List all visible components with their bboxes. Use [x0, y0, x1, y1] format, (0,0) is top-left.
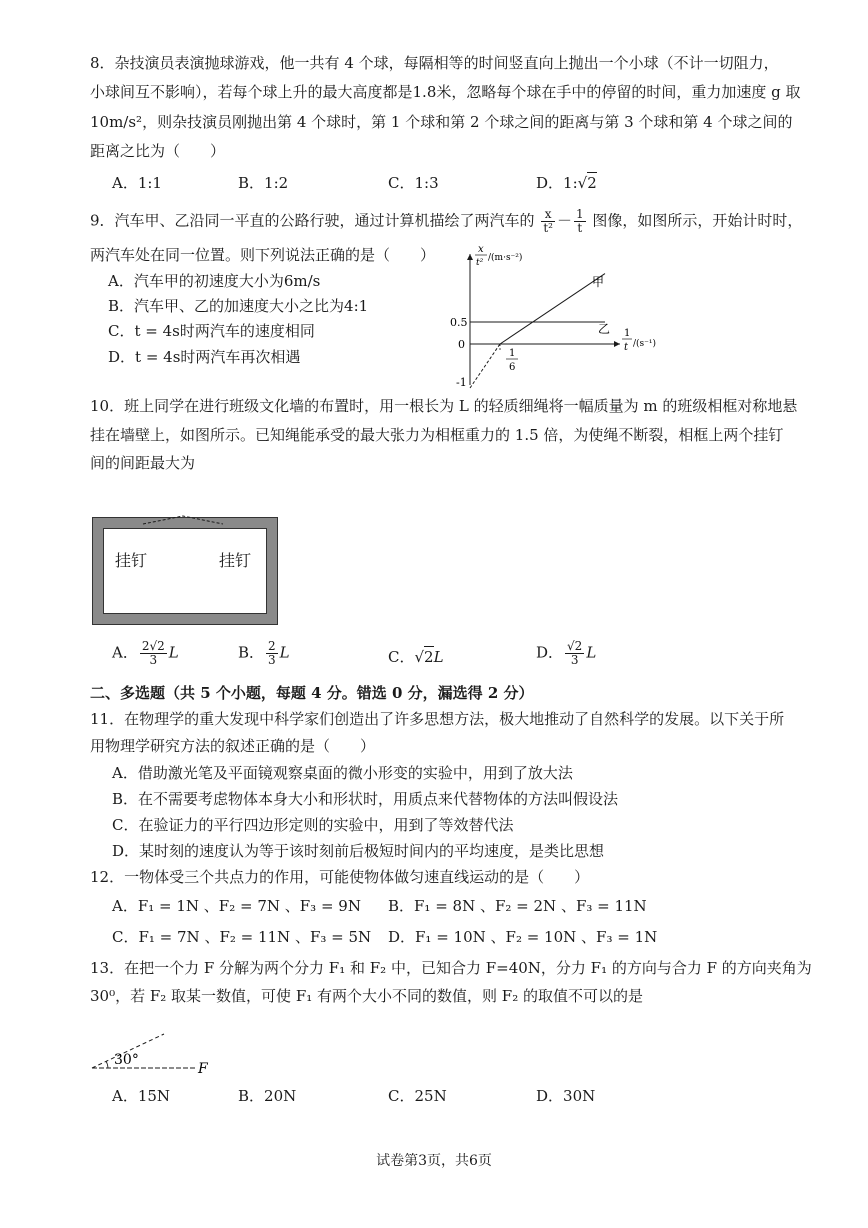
- q13-line-1: 13．在把一个力 F 分解为两个分力 F₁ 和 F₂ 中，已知合力 F=40N，分力 F₁ 的方向与合力 F 的方向夹角为: [90, 959, 812, 977]
- q8-option-a: A．1:1: [112, 174, 162, 192]
- q8-option-b: B．1:2: [238, 174, 289, 192]
- q12-line-1: 12．一物体受三个共点力的作用，可能使物体做匀速直线运动的是（ ）: [90, 868, 590, 886]
- q10-a-den: 3: [149, 653, 158, 667]
- q9-fraction-1-t: [574, 208, 586, 235]
- q10-line-2: 挂在墙壁上，如图所示。已知绳能承受的最大张力为相框重力的 1.5 倍，为使绳不断裂，相框上两个挂钉: [90, 426, 784, 444]
- hanging-rope: [133, 514, 233, 534]
- q8-line-3: 10m/s²，则杂技演员刚抛出第 4 个球时，第 1 个球和第 2 个球之间的距离与第 3 个球和第 4 个球之间的: [90, 113, 793, 131]
- q8-option-d: D．1:√2: [536, 174, 597, 192]
- picture-frame-figure: [92, 517, 278, 625]
- q9-dash: －: [556, 211, 572, 230]
- q10-c-var: L: [433, 648, 444, 666]
- angle-label: 30°: [114, 1052, 139, 1068]
- q10-c-root: 2: [424, 648, 434, 666]
- series-jia-extrapolated-segment: [470, 344, 500, 388]
- q9-frac2-num: 1: [575, 207, 584, 221]
- q9-frac2-den: t: [577, 221, 583, 235]
- chart-xlabel-unit: /(s⁻¹): [633, 339, 657, 349]
- q11-option-a: A．借助激光笔及平面镜观察桌面的微小形变的实验中，用到了放大法: [112, 764, 573, 782]
- q13-option-d: D．30N: [536, 1087, 596, 1105]
- q10-d-var: L: [586, 643, 597, 662]
- q9-frac1-den: t²: [543, 221, 553, 235]
- q10-b-num: 2: [268, 639, 276, 653]
- q11-option-d: D．某时刻的速度认为等于该时刻前后极短时间内的平均速度，是类比思想: [112, 842, 605, 860]
- q9-fraction-x-t2: [541, 208, 555, 235]
- q8-option-c: C．1:3: [388, 174, 439, 192]
- q10-a-num: 2√2: [141, 639, 165, 653]
- q10-c-label: C．: [388, 648, 415, 666]
- q8-option-d-prefix: D．1:: [536, 174, 578, 192]
- q10-d-den: 3: [570, 653, 579, 667]
- q9-option-d: D．t = 4s时两汽车再次相遇: [108, 348, 301, 366]
- chart-ytick-0: 0: [458, 338, 465, 351]
- chart-ytick-05: 0.5: [450, 316, 468, 329]
- chart-ylabel-den: t²: [476, 258, 484, 268]
- q9-line-1: [90, 208, 802, 235]
- q9-option-c: C．t = 4s时两汽车的速度相同: [108, 322, 315, 340]
- q10-b-frac: [266, 640, 278, 667]
- q10-d-num: √2: [567, 639, 583, 653]
- q9-option-b: B．汽车甲、乙的加速度大小之比为4:1: [108, 297, 369, 315]
- q12-option-c: C．F₁ = 7N 、F₂ = 11N 、F₃ = 5N: [112, 928, 372, 946]
- q11-option-b: B．在不需要考虑物体本身大小和形状时，用质点来代替物体的方法叫假设法: [112, 790, 619, 808]
- page-footer: 试卷第3页，共6页: [376, 1153, 492, 1169]
- nail-label-left: 挂钉: [115, 551, 148, 570]
- chart-ytick-neg1: -1: [456, 376, 467, 389]
- q11-line-2: 用物理学研究方法的叙述正确的是（ ）: [90, 737, 376, 755]
- force-angle-figure: [86, 1030, 226, 1078]
- q12-option-b: B．F₁ = 8N 、F₂ = 2N 、F₃ = 11N: [388, 897, 647, 915]
- q12-option-d: D．F₁ = 10N 、F₂ = 10N 、F₃ = 1N: [388, 928, 658, 946]
- q11-option-c: C．在验证力的平行四边形定则的实验中，用到了等效替代法: [112, 816, 514, 834]
- series-jia-line: [500, 274, 605, 344]
- chart-series-label-jia: 甲: [592, 275, 605, 289]
- section-2-title: 二、多选题（共 5 个小题，每题 4 分。错选 0 分，漏选得 2 分）: [90, 684, 534, 702]
- q8-line-1: 8．杂技演员表演抛球游戏，他一共有 4 个球，每隔相等的时间竖直向上抛出一个小球（不计一切阻力，: [90, 54, 779, 72]
- q10-option-a: [112, 640, 179, 667]
- q10-a-frac: [140, 640, 167, 667]
- chart-xtick-den: 6: [509, 362, 516, 373]
- q13-option-b: B．20N: [238, 1087, 297, 1105]
- q9-option-a: A．汽车甲的初速度大小为6m/s: [108, 272, 321, 290]
- q8-line-2: 小球间互不影响），若每个球上升的最大高度都是1.8米，忽略每个球在手中的停留的时间，重力加速度 g 取: [90, 83, 801, 101]
- chart-series-layer: [470, 274, 605, 388]
- q9-frac1-num: x: [541, 208, 555, 222]
- chart-ylabel-unit: /(m·s⁻²): [488, 253, 523, 263]
- q10-d-label: D．: [536, 643, 564, 662]
- q13-line-2: 30⁰，若 F₂ 取某一数值，可使 F₁ 有两个大小不同的数值，则 F₂ 的取值不可以的是: [90, 987, 643, 1005]
- chart-xlabel-den: t: [624, 342, 629, 353]
- q8-line-4: 距离之比为（ ）: [90, 142, 226, 160]
- force-label: F: [198, 1061, 208, 1077]
- q10-b-den: 3: [268, 653, 276, 667]
- q10-b-label: B．: [238, 643, 265, 662]
- q10-option-c: C．√2L: [388, 648, 444, 666]
- q10-a-label: A．: [112, 643, 138, 662]
- q10-b-var: L: [279, 643, 290, 662]
- q9-line-1-post: 图像，如图所示，开始计时时，: [592, 211, 803, 230]
- chart-series-label-yi: 乙: [598, 322, 611, 336]
- q10-d-frac: [565, 640, 584, 667]
- chart-xtick-num: 1: [509, 348, 516, 359]
- nail-label-right: 挂钉: [219, 551, 252, 570]
- q10-option-d: [536, 640, 596, 667]
- q10-option-b: [238, 640, 290, 667]
- q10-line-1: 10．班上同学在进行班级文化墙的布置时，用一根长为 L 的轻质细绳将一幅质量为 m 的班级相框对称地悬: [90, 397, 798, 415]
- q10-a-var: L: [168, 643, 179, 662]
- q13-option-a: A．15N: [112, 1087, 171, 1105]
- q9-line-1-pre: 9．汽车甲、乙沿同一平直的公路行驶，通过计算机描绘了两汽车的: [90, 211, 535, 230]
- q9-chart: [430, 240, 680, 390]
- q8-option-d-root: 2: [587, 174, 597, 192]
- q11-line-1: 11．在物理学的重大发现中科学家们创造出了许多思想方法，极大地推动了自然科学的发展。以下关于所: [90, 710, 785, 728]
- q13-option-c: C．25N: [388, 1087, 447, 1105]
- picture-frame-inner: [103, 528, 267, 614]
- q10-line-3: 间的间距最大为: [90, 454, 196, 472]
- chart-xlabel-num: 1: [624, 328, 631, 339]
- q9-line-2: 两汽车处在同一位置。则下列说法正确的是（ ）: [90, 246, 436, 264]
- chart-ylabel-num: x: [478, 244, 484, 255]
- q12-option-a: A．F₁ = 1N 、F₂ = 7N 、F₃ = 9N: [112, 897, 361, 915]
